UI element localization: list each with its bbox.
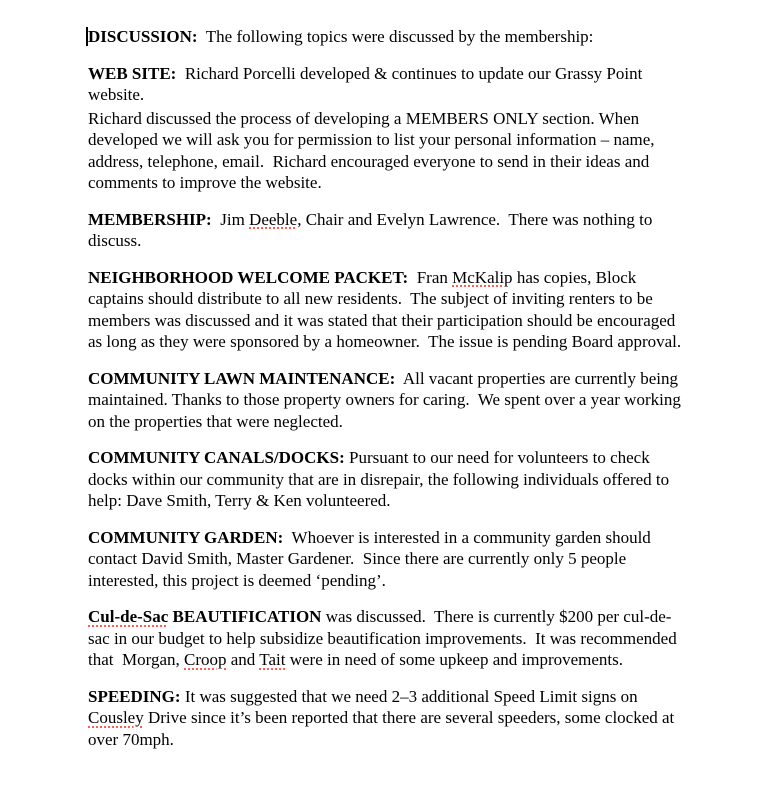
- paragraph-canals-docks[interactable]: [88, 447, 684, 512]
- text-run: and: [226, 650, 260, 669]
- text-run: The following topics were discussed by the membership:: [197, 27, 594, 46]
- text-run: were in need of some upkeep and improvements.: [285, 650, 624, 669]
- heading-lawn-maintenance: COMMUNITY LAWN MAINTENANCE:: [88, 368, 396, 388]
- paragraph-welcome-packet[interactable]: [88, 267, 684, 353]
- paragraph-cul-de-sac[interactable]: [88, 606, 684, 671]
- text-run: Fran: [408, 267, 453, 287]
- misspelled-word: Cul-de-Sac: [88, 607, 169, 626]
- heading-speeding: SPEEDING:: [88, 686, 181, 706]
- paragraph-web-site[interactable]: [88, 63, 684, 106]
- misspelled-word: Cousley: [88, 708, 144, 727]
- text-run: , Chair and Evelyn Lawrence. There was nothing to discuss.: [88, 209, 657, 250]
- paragraph-membership[interactable]: [88, 209, 684, 252]
- text-run: Pursuant to our need for volunteers to check docks within our community that are in disrepair, the following individuals offered to help: Dave Smith, Terry & Ken volunteered.: [88, 448, 674, 510]
- paragraph-discussion[interactable]: [88, 26, 684, 48]
- text-run: has copies, Block captains should distribute to all new residents. The subject of inviting renters to be members was discussed and it was stated that their participation should be encouraged as long as they were sponsored by a homeowner. The issue is pending Board approval.: [88, 267, 682, 351]
- text-run: Richard discussed the process of developing a MEMBERS ONLY section. When developed we will ask you for permission to list your personal information – name, address, telephone, email. Richard encouraged everyone to send in their ideas and comments to improve the website.: [88, 108, 659, 192]
- misspelled-word: Tait: [259, 650, 286, 669]
- paragraph-speeding[interactable]: [88, 686, 684, 751]
- document-page[interactable]: [88, 26, 684, 750]
- heading-discussion: DISCUSSION:: [88, 27, 198, 46]
- misspelled-word: Deeble: [249, 209, 298, 229]
- paragraph-lawn-maintenance[interactable]: [88, 368, 684, 433]
- text-cursor: [86, 27, 88, 46]
- heading-community-garden: COMMUNITY GARDEN:: [88, 527, 284, 547]
- text-run: Drive since it’s been reported that there are several speeders, some clocked at over 70mph.: [88, 708, 679, 749]
- text-run: It was suggested that we need 2–3 additional Speed Limit signs on: [180, 686, 642, 706]
- heading-beautification: BEAUTIFICATION: [168, 607, 322, 626]
- paragraph-web-site-details[interactable]: [88, 108, 684, 194]
- text-run: All vacant properties are currently being maintained. Thanks to those property owners for caring. We spent over a year working on the properties that were neglected.: [88, 368, 686, 431]
- heading-canals-docks: COMMUNITY CANALS/DOCKS:: [88, 448, 345, 467]
- text-run: Richard Porcelli developed & continues to update our Grassy Point website.: [88, 63, 647, 104]
- heading-membership: MEMBERSHIP:: [88, 209, 212, 229]
- heading-welcome-packet: NEIGHBORHOOD WELCOME PACKET:: [88, 267, 409, 287]
- text-run: Whoever is interested in a community garden should contact David Smith, Master Gardener. Since there are currently only 5 people interested, this project is deemed ‘pending’.: [88, 527, 656, 590]
- text-run: Jim: [211, 209, 250, 229]
- heading-web-site: WEB SITE:: [88, 63, 177, 83]
- misspelled-word: McKalip: [452, 267, 513, 287]
- misspelled-word: Croop: [184, 650, 227, 669]
- paragraph-community-garden[interactable]: [88, 527, 684, 592]
- text-run: was discussed. There is currently $200 per cul-de-sac in our budget to help subsidize beautification improvements. It was recommended that Morgan,: [88, 607, 681, 669]
